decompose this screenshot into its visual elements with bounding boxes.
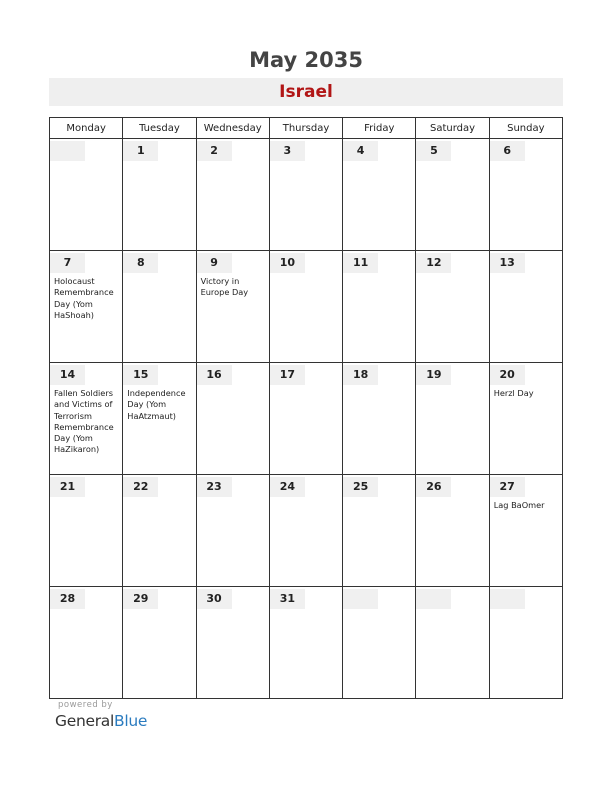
calendar-grid — [49, 117, 563, 699]
brand-general: General — [55, 712, 114, 730]
day-cell[interactable] — [416, 587, 489, 699]
day-cell[interactable] — [50, 587, 123, 699]
day-number: 9 — [197, 253, 232, 273]
day-cell[interactable] — [196, 251, 269, 363]
day-number: 3 — [270, 141, 305, 161]
holiday-label: Holocaust Remembrance Day (Yom HaShoah) — [54, 276, 114, 320]
day-cell[interactable] — [50, 139, 123, 251]
week-row — [50, 587, 563, 699]
calendar-title: May 2035 — [249, 48, 363, 72]
day-number: 23 — [197, 477, 232, 497]
day-number: 26 — [416, 477, 451, 497]
day-number: 10 — [270, 253, 305, 273]
day-number: 17 — [270, 365, 305, 385]
day-number: 16 — [197, 365, 232, 385]
day-number: 27 — [490, 477, 525, 497]
day-number: 15 — [123, 365, 158, 385]
day-number: 8 — [123, 253, 158, 273]
holiday-label: Victory in Europe Day — [200, 276, 249, 298]
day-number: 30 — [197, 589, 232, 609]
day-number — [490, 589, 525, 609]
day-number: 1 — [123, 141, 158, 161]
weekday-tuesday: Tuesday — [123, 118, 196, 139]
day-number: 29 — [123, 589, 158, 609]
day-number: 7 — [50, 253, 85, 273]
week-row — [50, 251, 563, 363]
day-number: 21 — [50, 477, 85, 497]
day-number — [343, 589, 378, 609]
holiday-label: Lag BaOmer — [493, 500, 545, 510]
day-cell[interactable] — [123, 251, 196, 363]
holiday-label: Independence Day (Yom HaAtzmaut) — [127, 388, 186, 421]
weekday-friday: Friday — [343, 118, 416, 139]
generalblue-logo[interactable] — [55, 712, 147, 730]
day-cell[interactable] — [123, 363, 196, 475]
day-cell[interactable] — [489, 475, 562, 587]
day-number — [416, 589, 451, 609]
weekday-header-row — [50, 118, 563, 139]
day-cell[interactable] — [489, 587, 562, 699]
day-cell[interactable] — [489, 251, 562, 363]
day-cell[interactable] — [343, 251, 416, 363]
day-cell[interactable] — [269, 251, 342, 363]
day-number: 20 — [490, 365, 525, 385]
day-cell[interactable] — [196, 587, 269, 699]
day-cell[interactable] — [196, 475, 269, 587]
week-row — [50, 363, 563, 475]
day-cell[interactable] — [123, 475, 196, 587]
day-cell[interactable] — [50, 251, 123, 363]
day-cell[interactable] — [343, 139, 416, 251]
day-cell[interactable] — [416, 363, 489, 475]
day-number: 25 — [343, 477, 378, 497]
week-row — [50, 475, 563, 587]
day-number: 19 — [416, 365, 451, 385]
weekday-thursday: Thursday — [269, 118, 342, 139]
day-cell[interactable] — [196, 363, 269, 475]
day-number: 14 — [50, 365, 85, 385]
weekday-monday: Monday — [50, 118, 123, 139]
day-number: 31 — [270, 589, 305, 609]
day-cell[interactable] — [123, 139, 196, 251]
day-number: 18 — [343, 365, 378, 385]
weekday-wednesday: Wednesday — [196, 118, 269, 139]
day-number: 24 — [270, 477, 305, 497]
holiday-label: Herzl Day — [493, 388, 534, 398]
day-cell[interactable] — [489, 139, 562, 251]
day-cell[interactable] — [269, 363, 342, 475]
day-cell[interactable] — [123, 587, 196, 699]
day-number: 13 — [490, 253, 525, 273]
day-number: 11 — [343, 253, 378, 273]
day-number: 2 — [197, 141, 232, 161]
country-banner: Israel — [49, 78, 563, 106]
day-cell[interactable] — [50, 475, 123, 587]
weekday-saturday: Saturday — [416, 118, 489, 139]
day-number: 5 — [416, 141, 451, 161]
day-cell[interactable] — [50, 363, 123, 475]
day-cell[interactable] — [416, 139, 489, 251]
powered-by-label: powered by — [58, 700, 113, 710]
day-cell[interactable] — [416, 251, 489, 363]
day-cell[interactable] — [196, 139, 269, 251]
day-cell[interactable] — [343, 363, 416, 475]
day-cell[interactable] — [343, 587, 416, 699]
day-cell[interactable] — [489, 363, 562, 475]
day-cell[interactable] — [343, 475, 416, 587]
day-number: 4 — [343, 141, 378, 161]
week-row — [50, 139, 563, 251]
day-number: 28 — [50, 589, 85, 609]
day-number — [50, 141, 85, 161]
brand-blue: Blue — [113, 712, 148, 730]
day-cell[interactable] — [416, 475, 489, 587]
weekday-sunday: Sunday — [489, 118, 562, 139]
day-cell[interactable] — [269, 475, 342, 587]
day-cell[interactable] — [269, 139, 342, 251]
day-number: 12 — [416, 253, 451, 273]
day-cell[interactable] — [269, 587, 342, 699]
day-number: 6 — [490, 141, 525, 161]
day-number: 22 — [123, 477, 158, 497]
holiday-label: Fallen Soldiers and Victims of Terrorism Remembrance Day (Yom HaZikaron) — [54, 388, 114, 455]
